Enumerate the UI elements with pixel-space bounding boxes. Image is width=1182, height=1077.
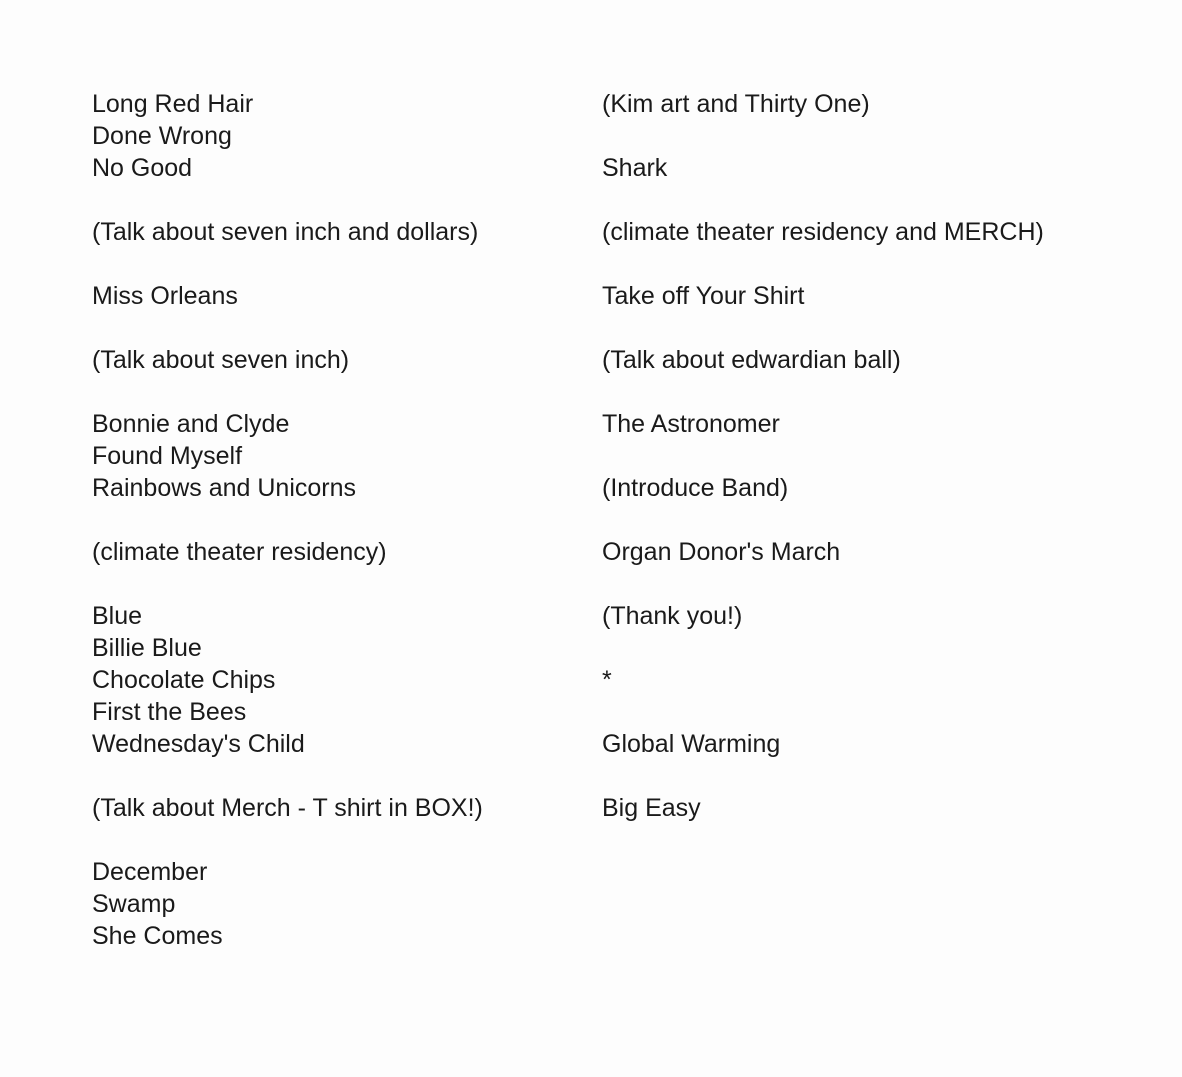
line-gap: [92, 248, 562, 280]
line-gap: [92, 504, 562, 536]
line-gap: [92, 376, 562, 408]
line-gap: [92, 568, 562, 600]
setlist-line: (climate theater residency and MERCH): [602, 218, 1044, 246]
line-gap: [602, 568, 1162, 600]
setlist-line: Big Easy: [602, 794, 701, 822]
line-gap: [602, 696, 1162, 728]
setlist-line: The Astronomer: [602, 410, 780, 438]
line-gap: [92, 824, 562, 856]
setlist-line: Found Myself: [92, 442, 243, 470]
setlist-line: Organ Donor's March: [602, 538, 841, 566]
line-gap: [602, 504, 1162, 536]
setlist-line: She Comes: [92, 922, 223, 950]
setlist-line: (Talk about seven inch and dollars): [92, 218, 479, 246]
line-gap: [92, 184, 562, 216]
setlist-line: First the Bees: [92, 698, 247, 726]
setlist-line: (Talk about Merch - T shirt in BOX!): [92, 794, 483, 822]
line-gap: [602, 632, 1162, 664]
setlist-line: Wednesday's Child: [92, 730, 305, 758]
setlist-line: Chocolate Chips: [92, 666, 276, 694]
setlist-line: Shark: [602, 154, 668, 182]
setlist-line: (Talk about edwardian ball): [602, 346, 901, 374]
line-gap: [92, 312, 562, 344]
line-gap: [92, 760, 562, 792]
setlist-line: (climate theater residency): [92, 538, 387, 566]
line-gap: [602, 184, 1162, 216]
setlist-line: December: [92, 858, 208, 886]
setlist-line: (Thank you!): [602, 602, 743, 630]
setlist-line: (Kim art and Thirty One): [602, 90, 870, 118]
setlist-line: Take off Your Shirt: [602, 282, 805, 310]
setlist-line: Billie Blue: [92, 634, 202, 662]
setlist-line: Swamp: [92, 890, 176, 918]
setlist-line: Done Wrong: [92, 122, 232, 150]
setlist-line: Bonnie and Clyde: [92, 410, 290, 438]
setlist-line: No Good: [92, 154, 193, 182]
setlist-left-column: [92, 88, 562, 952]
line-gap: [602, 440, 1162, 472]
line-gap: [602, 120, 1162, 152]
setlist-line: (Talk about seven inch): [92, 346, 350, 374]
setlist-line: (Introduce Band): [602, 474, 789, 502]
setlist-line: Long Red Hair: [92, 90, 254, 118]
line-gap: [602, 760, 1162, 792]
setlist-right-column: [602, 88, 1162, 824]
line-gap: [602, 312, 1162, 344]
setlist-line: Blue: [92, 602, 143, 630]
setlist-line: Miss Orleans: [92, 282, 238, 310]
setlist-line: Global Warming: [602, 730, 781, 758]
setlist-line: Rainbows and Unicorns: [92, 474, 357, 502]
line-gap: [602, 248, 1162, 280]
setlist-line: *: [602, 666, 612, 694]
line-gap: [602, 376, 1162, 408]
